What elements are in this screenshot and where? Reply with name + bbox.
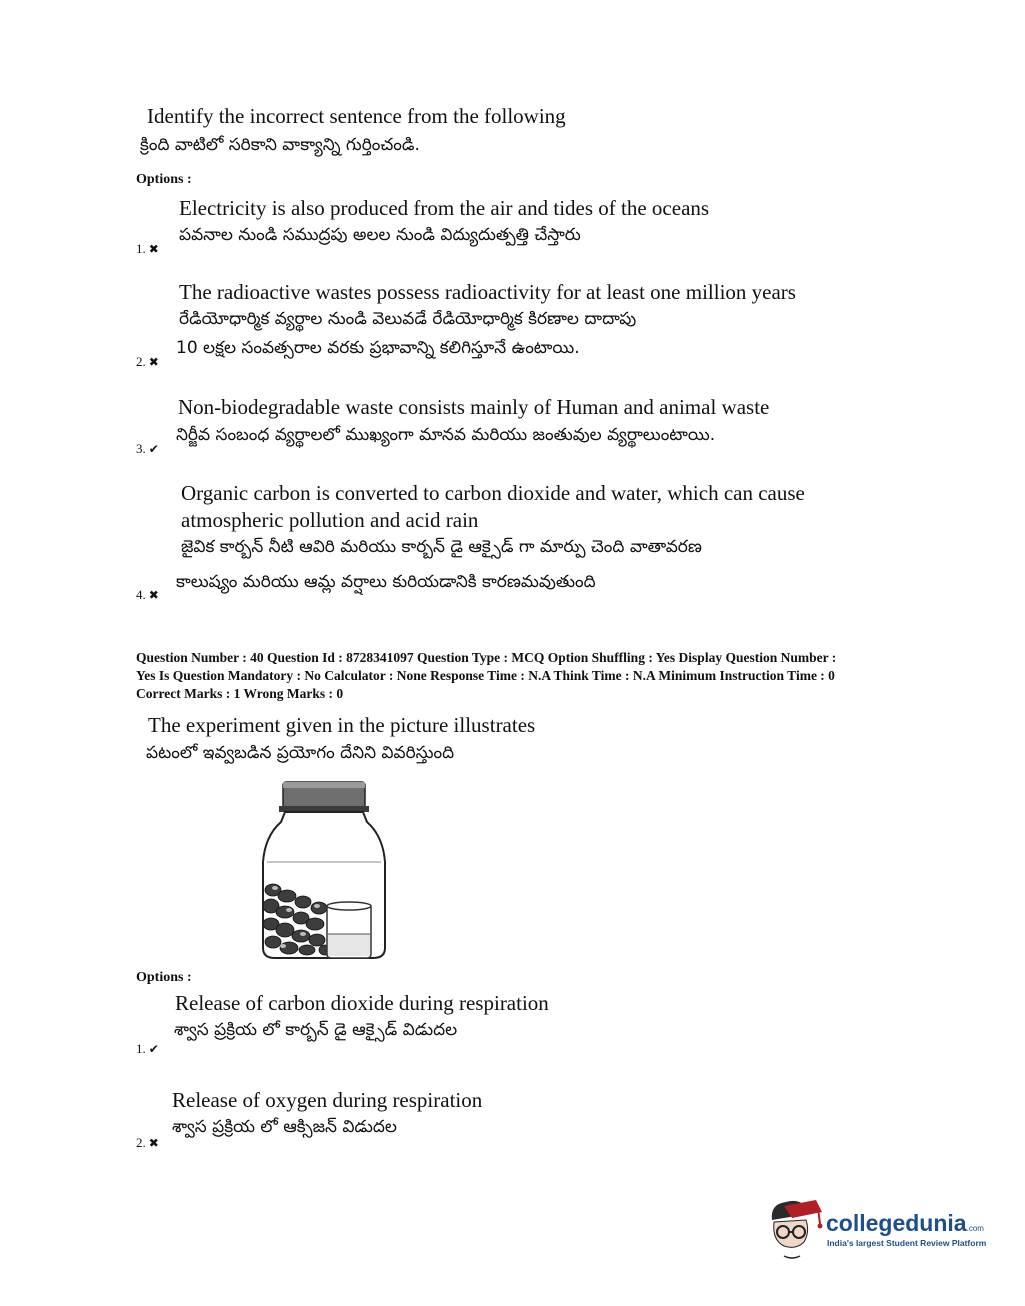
logo-tagline: India's largest Student Review Platform [827, 1238, 987, 1248]
jar-figure [255, 778, 395, 964]
q40-question-en: The experiment given in the picture illustrates [148, 713, 536, 737]
option-number: 1. [136, 1041, 146, 1056]
q39-question-en: Identify the incorrect sentence from the following [147, 104, 566, 128]
q39-option-1-te: పవనాల నుండి సముద్రపు అలల నుండి విద్యుదుత్పత్తి చేస్తారు [179, 225, 581, 245]
check-icon: ✔ [148, 1042, 159, 1056]
q39-question-te: క్రింది వాటిలో సరికాని వాక్యాన్ని గుర్తించండి. [140, 135, 420, 155]
q39-option-2-te-line2: 10 లక్షల సంవత్సరాల వరకు ప్రభావాన్ని కలిగిస్తూనే ఉంటాయి. [176, 338, 580, 358]
q40-meta-line-1: Question Number : 40 Question Id : 8728341097 Question Type : MCQ Option Shuffling : Yes Display Question Number : [136, 650, 837, 665]
q39-option-4-en-line1: Organic carbon is converted to carbon dioxide and water, which can cause [181, 481, 805, 505]
collegedunia-logo[interactable] [766, 1198, 996, 1268]
q39-option-3-en: Non-biodegradable waste consists mainly of Human and animal waste [178, 395, 770, 419]
cross-icon: ✖ [148, 355, 159, 369]
option-number: 3. [136, 441, 146, 456]
option-number: 4. [136, 587, 146, 602]
q39-option-2-number[interactable] [136, 354, 159, 370]
q40-option-1-en: Release of carbon dioxide during respiration [175, 991, 549, 1015]
q39-option-4-te-line2: కాలుష్యం మరియు ఆమ్ల వర్షాలు కురియడానికి కారణమవుతుంది [176, 572, 596, 592]
q39-option-2-en: The radioactive wastes possess radioactivity for at least one million years [179, 280, 796, 304]
q40-option-1-te: శ్వాస ప్రక్రియ లో కార్బన్ డై ఆక్సైడ్ విడుదల [174, 1020, 458, 1040]
cross-icon: ✖ [148, 242, 159, 256]
q39-option-4-en-line2: atmospheric pollution and acid rain [181, 508, 479, 532]
option-number: 1. [136, 241, 146, 256]
q39-option-1-en: Electricity is also produced from the air and tides of the oceans [179, 196, 710, 220]
q39-option-4-te-line1: జైవిక కార్బన్ నీటి ఆవిరి మరియు కార్బన్ డై ఆక్సైడ్ గా మార్పు చెంది వాతావరణ [181, 537, 702, 557]
logo-name: collegedunia [826, 1210, 967, 1236]
option-number: 2. [136, 1135, 146, 1150]
logo-suffix: .com [966, 1224, 984, 1233]
student-mascot-icon [766, 1198, 824, 1260]
beaker-rim [327, 902, 371, 910]
q40-question-te: పటంలో ఇవ్వబడిన ప్రయోగం దేనిని వివరిస్తుంది [146, 743, 455, 763]
q39-option-1-number[interactable] [136, 241, 159, 257]
q40-meta-line-3: Correct Marks : 1 Wrong Marks : 0 [136, 686, 344, 701]
q39-option-2-te-line1: రేడియోధార్మిక వ్యర్థాల నుండి వెలువడే రేడియోధార్మిక కిరణాల దాదాపు [179, 309, 637, 329]
q39-option-3-te: నిర్జీవ సంబంధ వ్యర్థాలలో ముఖ్యంగా మానవ మరియు జంతువుల వ్యర్థాలుంటాయి. [176, 425, 716, 445]
q40-meta-line-2: Yes Is Question Mandatory : No Calculator : None Response Time : N.A Think Time : N.A Minimum Instruction Time : 0 [136, 668, 835, 683]
q39-options-label: Options : [136, 172, 192, 187]
q40-options-label: Options : [136, 970, 192, 985]
cross-icon: ✖ [148, 1136, 159, 1150]
q40-option-2-te: శ్వాస ప్రక్రియ లో ఆక్సిజన్ విడుదల [172, 1117, 397, 1137]
q40-metadata [136, 649, 911, 703]
jar-lid-rim [283, 782, 365, 788]
q40-option-2-en: Release of oxygen during respiration [172, 1088, 483, 1112]
q39-option-3-number[interactable] [136, 441, 159, 457]
q40-option-2-number[interactable] [136, 1135, 159, 1151]
cross-icon: ✖ [148, 588, 159, 602]
q39-option-4-number[interactable] [136, 587, 159, 603]
beaker-liquid [328, 934, 370, 956]
option-number: 2. [136, 354, 146, 369]
q40-option-1-number[interactable] [136, 1041, 159, 1057]
check-icon: ✔ [148, 442, 159, 456]
